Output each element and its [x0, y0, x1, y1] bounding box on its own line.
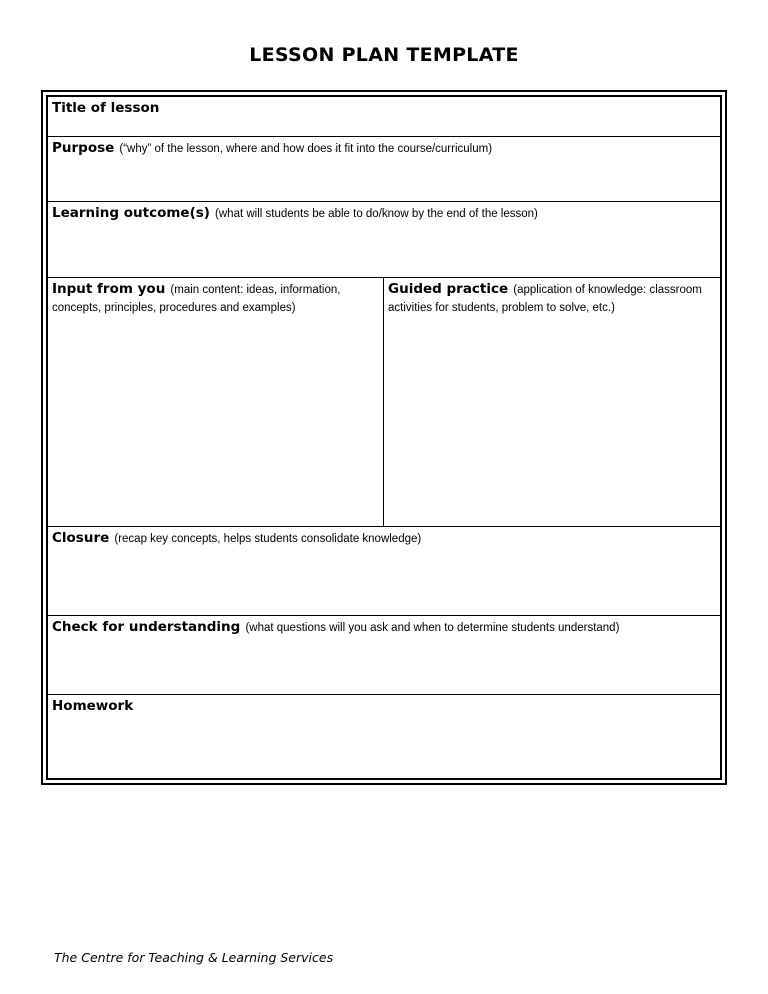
purpose-field[interactable]: [48, 137, 720, 201]
check-for-understanding-note: (what questions will you ask and when to determine students understand): [245, 622, 620, 634]
guided-practice-note: (application of knowledge: classroom activities for students, problem to solve, etc.): [388, 284, 702, 314]
closure-field[interactable]: [48, 527, 720, 615]
row-title-of-lesson: [48, 97, 720, 137]
lesson-plan-inner-frame: [46, 95, 722, 780]
check-for-understanding-field[interactable]: [48, 616, 720, 694]
footer-credit: The Centre for Teaching & Learning Services: [54, 950, 334, 965]
learning-outcomes-field[interactable]: [48, 202, 720, 277]
closure-heading: Closure: [52, 530, 110, 546]
guided-practice-heading: Guided practice: [388, 281, 509, 297]
title-of-lesson-heading: Title of lesson: [52, 100, 160, 116]
row-closure: [48, 527, 720, 616]
row-learning-outcomes: [48, 202, 720, 278]
learning-outcomes-heading: Learning outcome(s): [52, 205, 210, 221]
homework-field[interactable]: [48, 695, 720, 778]
learning-outcomes-note: (what will students be able to do/know by the end of the lesson): [215, 208, 538, 220]
title-of-lesson-field[interactable]: [48, 97, 720, 136]
row-check-for-understanding: [48, 616, 720, 695]
closure-note: (recap key concepts, helps students consolidate knowledge): [114, 533, 422, 545]
purpose-heading: Purpose: [52, 140, 115, 156]
purpose-note: (“why” of the lesson, where and how does it fit into the course/curriculum): [119, 143, 493, 155]
guided-practice-field[interactable]: [384, 278, 720, 526]
input-from-you-field[interactable]: [48, 278, 384, 526]
input-from-you-heading: Input from you: [52, 281, 166, 297]
row-input-and-practice: [48, 278, 720, 527]
lesson-plan-table: [41, 90, 727, 785]
check-for-understanding-heading: Check for understanding: [52, 619, 241, 635]
row-homework: [48, 695, 720, 778]
row-purpose: [48, 137, 720, 202]
input-from-you-note: (main content: ideas, information, concepts, principles, procedures and examples): [52, 284, 341, 314]
homework-heading: Homework: [52, 698, 134, 714]
document-title: LESSON PLAN TEMPLATE: [249, 44, 519, 66]
